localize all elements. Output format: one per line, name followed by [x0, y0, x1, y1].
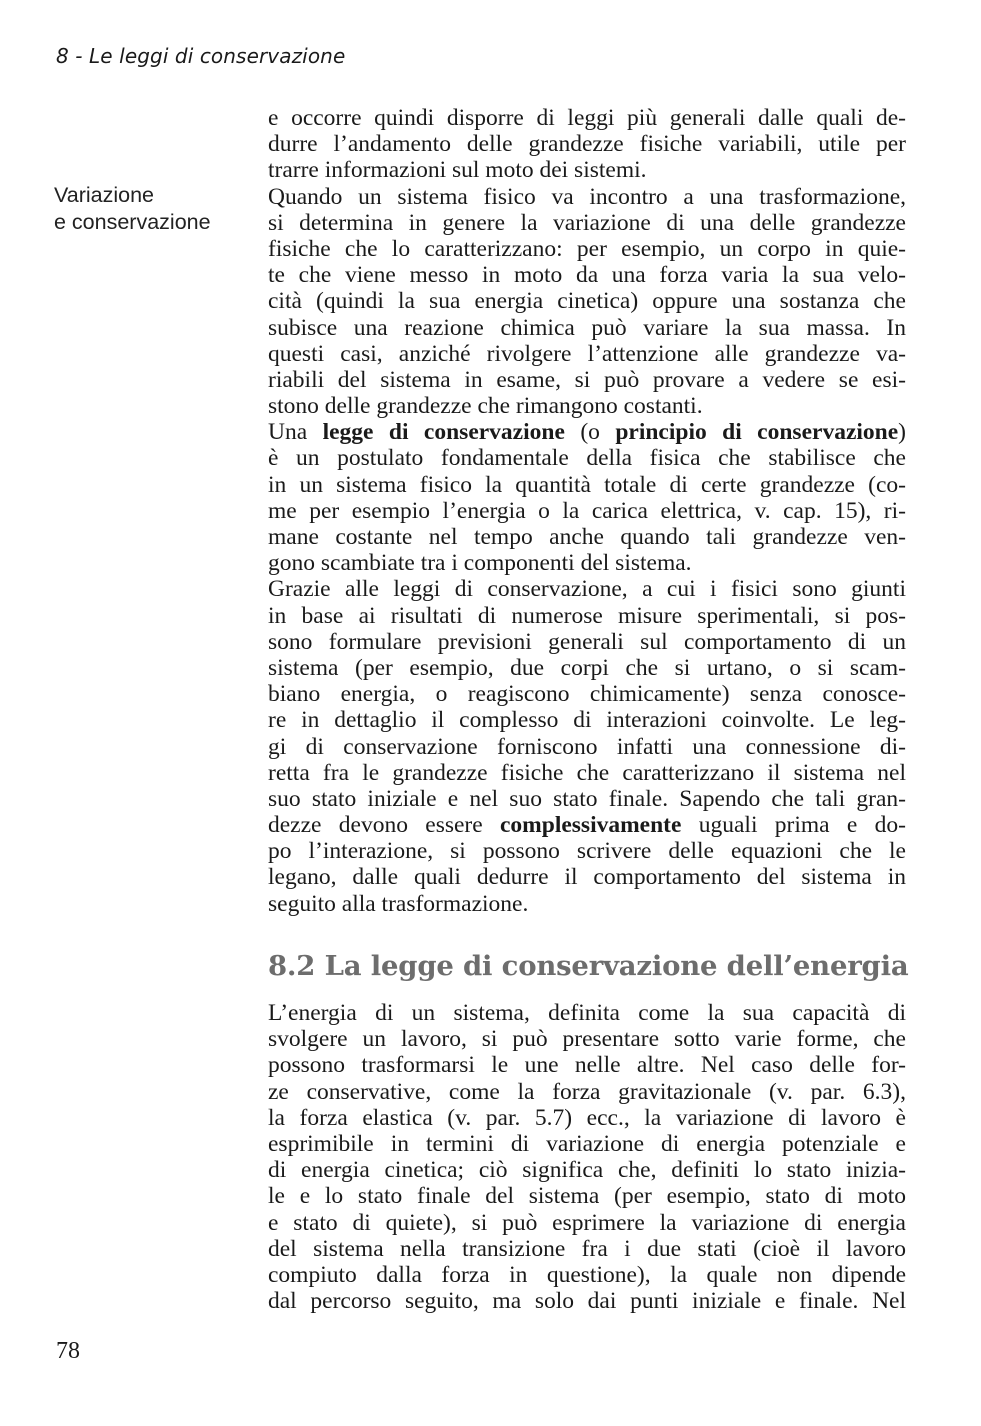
text-line	[268, 1236, 906, 1262]
text-line	[268, 105, 906, 131]
text-run: stono delle grandezze che rimangono costanti.	[268, 393, 703, 420]
text-run: ze conservative, come la forza gravitazionale (v. par. 6.3),	[268, 1078, 906, 1105]
text-run: le e lo stato finale del sistema (per esempio, stato di moto	[268, 1183, 906, 1210]
text-run: durre l’andamento delle grandezze fisiche variabili, utile per	[268, 131, 906, 158]
margin-note-line: e conservazione	[54, 209, 211, 234]
text-run: (o	[564, 419, 616, 446]
text-line	[268, 629, 906, 655]
text-line	[268, 603, 906, 629]
text-line	[268, 184, 906, 210]
text-line	[268, 550, 906, 576]
text-run: in un sistema fisico la quantità totale di certe grandezze (co-	[268, 471, 906, 498]
text-line	[268, 157, 906, 183]
text-run: Una	[268, 419, 323, 446]
text-line	[268, 734, 906, 760]
text-run: possono trasformarsi le une nelle altre. Nel caso delle for-	[268, 1052, 906, 1079]
text-run: è un postulato fondamentale della fisica che stabilisce che	[268, 445, 906, 472]
text-run: e occorre quindi disporre di leggi più generali dalle quali de-	[268, 105, 906, 131]
text-run: L’energia di un sistema, definita come la sua capacità di	[268, 1000, 906, 1026]
text-line	[268, 236, 906, 262]
text-run: dal percorso seguito, ma solo dai punti iniziale e finale. Nel	[268, 1288, 906, 1315]
text-line	[268, 131, 906, 157]
text-run: sono formulare previsioni generali sul comportamento di un	[268, 628, 906, 655]
body-text-block-1	[268, 105, 906, 917]
text-line	[268, 445, 906, 471]
text-run: esprimibile in termini di variazione di energia potenziale e	[268, 1130, 906, 1157]
text-run: me per esempio l’energia o la carica elettrica, v. cap. 15), ri-	[268, 497, 906, 524]
section-title: 8.2 La legge di conservazione dell’energia	[268, 950, 909, 982]
text-run: suo stato iniziale e nel suo stato finale. Sapendo che tali gran-	[268, 785, 906, 812]
text-run: uguali prima e do-	[681, 812, 906, 839]
text-line	[268, 1183, 906, 1209]
text-line	[268, 393, 906, 419]
margin-note-line: Variazione	[54, 183, 154, 207]
text-run: riabili del sistema in esame, si può provare a vedere se esi-	[268, 366, 906, 393]
text-run: cità (quindi la sua energia cinetica) oppure una sostanza che	[268, 288, 906, 315]
bold-term: complessivamente	[500, 812, 682, 839]
text-run: questi casi, anziché rivolgere l’attenzione alle grandezze va-	[268, 340, 906, 367]
text-run: sistema (per esempio, due corpi che si urtano, o si scam-	[268, 654, 906, 681]
text-run: svolgere un lavoro, si può presentare sotto varie forme, che	[268, 1026, 906, 1053]
bold-term: principio di conservazione	[615, 419, 899, 446]
text-line	[268, 786, 906, 812]
text-line	[268, 1026, 906, 1052]
text-line	[268, 707, 906, 733]
text-line	[268, 1000, 906, 1026]
text-run: subisce una reazione chimica può variare la sua massa. In	[268, 314, 906, 341]
text-line	[268, 576, 906, 602]
bold-term: legge di conservazione	[322, 419, 565, 446]
text-run: dezze devono essere	[268, 812, 500, 839]
text-line	[268, 1157, 906, 1183]
margin-note	[54, 182, 211, 235]
text-run: Quando un sistema fisico va incontro a una trasformazione,	[268, 183, 906, 210]
text-run: fisiche che lo caratterizzano: per esempio, un corpo in quie-	[268, 235, 906, 262]
text-line	[268, 472, 906, 498]
text-line	[268, 341, 906, 367]
text-line	[268, 1262, 906, 1288]
text-line	[268, 498, 906, 524]
text-run: la forza elastica (v. par. 5.7) ecc., la variazione di lavoro è	[268, 1104, 906, 1131]
text-run: di energia cinetica; ciò significa che, definiti lo stato inizia-	[268, 1157, 906, 1184]
page-number: 78	[56, 1338, 80, 1364]
text-line	[268, 367, 906, 393]
text-run: trarre informazioni sul moto dei sistemi.	[268, 157, 647, 184]
text-run: retta fra le grandezze fisiche che caratterizzano il sistema nel	[268, 759, 906, 786]
text-line	[268, 1052, 906, 1078]
text-line	[268, 524, 906, 550]
text-run: si determina in genere la variazione di una delle grandezze	[268, 209, 906, 236]
running-head: 8 - Le leggi di conservazione	[56, 44, 346, 68]
text-run: del sistema nella transizione fra i due stati (cioè il lavoro	[268, 1235, 906, 1262]
text-run: in base ai risultati di numerose misure sperimentali, si pos-	[268, 602, 906, 629]
text-line	[268, 1288, 906, 1314]
text-run: mane costante nel tempo anche quando tali grandezze ven-	[268, 524, 906, 550]
text-run: seguito alla trasformazione.	[268, 890, 529, 917]
text-run: gono scambiate tra i componenti del sistema.	[268, 550, 692, 577]
text-line	[268, 891, 906, 917]
text-line	[268, 419, 906, 445]
text-run: biano energia, o reagiscono chimicamente) senza conosce-	[268, 681, 906, 708]
text-run: po l’interazione, si possono scrivere delle equazioni che le	[268, 838, 906, 865]
text-line	[268, 210, 906, 236]
text-line	[268, 1210, 906, 1236]
text-line	[268, 315, 906, 341]
text-line	[268, 1105, 906, 1131]
text-run: Grazie alle leggi di conservazione, a cui i fisici sono giunti	[268, 576, 906, 603]
text-line	[268, 1131, 906, 1157]
text-line	[268, 262, 906, 288]
text-run: te che viene messo in moto da una forza varia la sua velo-	[268, 262, 906, 289]
text-run: re in dettaglio il complesso di interazioni coinvolte. Le leg-	[268, 707, 906, 734]
text-line	[268, 681, 906, 707]
text-run: legano, dalle quali dedurre il comportamento del sistema in	[268, 864, 906, 891]
text-line	[268, 838, 906, 864]
text-run: compiuto dalla forza in questione), la quale non dipende	[268, 1261, 906, 1288]
text-line	[268, 655, 906, 681]
text-line	[268, 288, 906, 314]
text-line	[268, 864, 906, 890]
text-line	[268, 812, 906, 838]
body-text-block-2	[268, 1000, 906, 1314]
text-line	[268, 1079, 906, 1105]
text-line	[268, 760, 906, 786]
text-run: )	[898, 419, 906, 446]
text-run: e stato di quiete), si può esprimere la variazione di energia	[268, 1209, 906, 1236]
text-run: gi di conservazione forniscono infatti una connessione di-	[268, 733, 906, 760]
